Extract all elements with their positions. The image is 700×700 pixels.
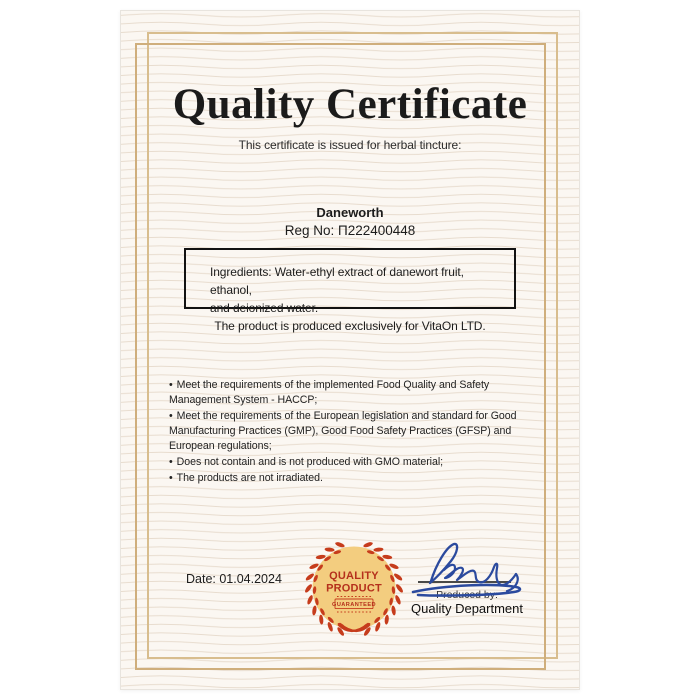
quality-badge <box>304 538 404 638</box>
requirement-text: Meet the requirements of the European legislation and standard for Good Manufacturing Practices (GMP), Good Food Safety Practices (GFSP) and European regulations; <box>169 410 517 453</box>
certificate-page <box>120 10 580 690</box>
requirement-text: The products are not irradiated. <box>176 472 323 485</box>
ingredients-line-2: and deionized water. <box>210 301 319 315</box>
produced-by-label: Produced by: <box>436 589 498 601</box>
requirement-text: Meet the requirements of the implemented Food Quality and Safety Management System - HACCP; <box>169 379 490 407</box>
certificate-subtitle: This certificate is issued for herbal tincture: <box>238 138 462 152</box>
requirements-list <box>169 378 523 487</box>
department-name: Quality Department <box>411 601 523 616</box>
badge-word-guaranteed: GUARANTEED <box>332 602 376 608</box>
ingredients-line-1: Ingredients: Water-ethyl extract of danewort fruit, ethanol, <box>210 265 464 297</box>
date-label: Date: 01.04.2024 <box>186 572 282 586</box>
product-name: Daneworth <box>316 205 384 220</box>
requirement-text: Does not contain and is not produced with GMO material; <box>176 456 444 469</box>
requirement-item <box>169 455 523 470</box>
bullet-icon: • <box>169 379 173 391</box>
registration-number: Reg No: П222400448 <box>284 223 416 238</box>
exclusivity-note: The product is produced exclusively for VitaOn LTD. <box>214 319 486 333</box>
bullet-icon: • <box>169 456 173 469</box>
requirement-item <box>169 378 523 408</box>
badge-word-product: PRODUCT <box>326 582 382 595</box>
page-title: Quality Certificate <box>172 81 528 128</box>
ingredients-box <box>184 248 516 315</box>
signature-line <box>418 581 511 583</box>
bullet-icon: • <box>169 472 173 485</box>
requirement-item <box>169 471 523 486</box>
bullet-icon: • <box>169 410 173 423</box>
requirement-item <box>169 409 523 454</box>
badge-word-quality: QUALITY <box>329 570 379 582</box>
